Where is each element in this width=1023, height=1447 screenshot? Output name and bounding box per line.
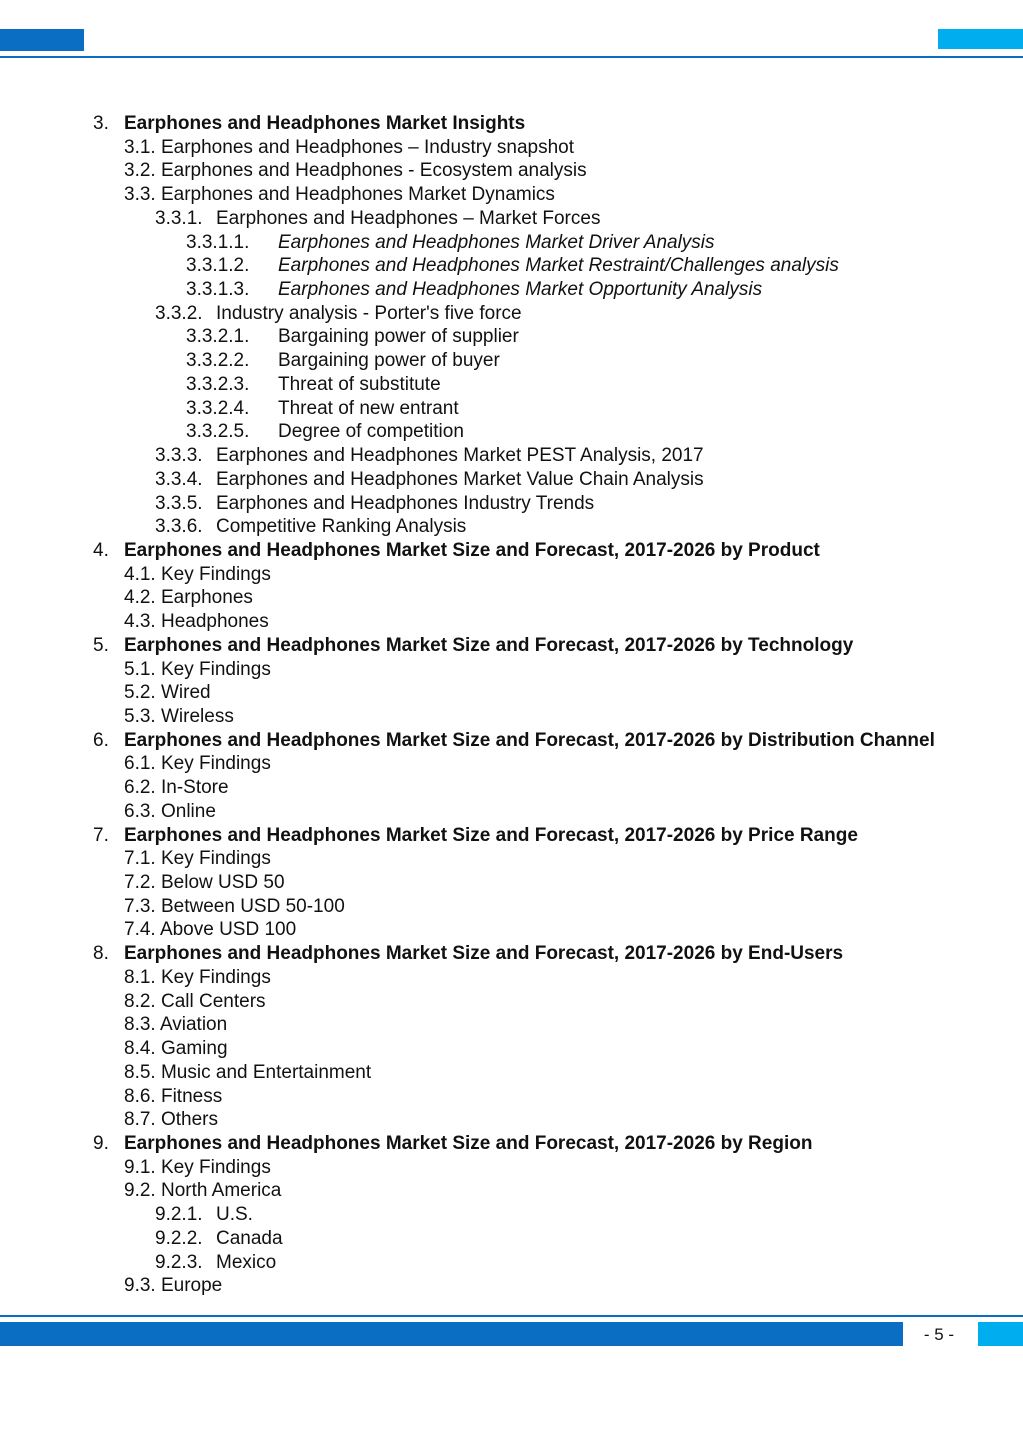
toc-entry-number: 6.2.: [124, 777, 156, 798]
toc-entry-number: 3.3.4.: [155, 469, 203, 490]
toc-entry-text: Canada: [216, 1228, 283, 1249]
toc-entry-number: 8.6.: [124, 1086, 156, 1107]
toc-entry-level-2[interactable]: [124, 136, 574, 160]
toc-entry-level-2[interactable]: [124, 1156, 271, 1180]
toc-entry-text: Threat of new entrant: [278, 398, 459, 419]
toc-entry-number: 3.3.1.1.: [186, 232, 250, 253]
toc-entry-number: 4.3.: [124, 611, 156, 632]
toc-entry-number: 3.3.2.: [155, 303, 203, 324]
toc-entry-level-2[interactable]: [124, 610, 269, 634]
toc-entry-number: 5.2.: [124, 682, 156, 703]
toc-entry-text: Earphones and Headphones Market Insights: [124, 113, 526, 134]
toc-entry-level-2[interactable]: [124, 1061, 371, 1085]
toc-entry-text: North America: [160, 1180, 282, 1201]
toc-entry-level-2[interactable]: [124, 800, 216, 824]
toc-entry-number: 7.4.: [124, 919, 156, 940]
toc-entry-level-2[interactable]: [124, 871, 285, 895]
header-accent-left: [0, 29, 84, 51]
toc-entry-text: Key Findings: [160, 967, 271, 988]
toc-entry-number: 5.3.: [124, 706, 156, 727]
toc-entry-number: 3.3.3.: [155, 445, 203, 466]
toc-entry-number: 3.3.1.2.: [186, 255, 250, 276]
toc-entry-number: 9.2.2.: [155, 1228, 203, 1249]
toc-entry-number: 6.: [93, 730, 109, 751]
toc-entry-number: 7.1.: [124, 848, 156, 869]
toc-entry-number: 3.3.5.: [155, 493, 203, 514]
toc-entry-text: Earphones: [160, 587, 253, 608]
toc-entry-text: Earphones and Headphones – Market Forces: [216, 208, 601, 229]
toc-entry-number: 5.: [93, 635, 109, 656]
toc-entry-number: 9.3.: [124, 1275, 156, 1296]
toc-entry-number: 9.1.: [124, 1157, 156, 1178]
toc-entry-text: Wireless: [160, 706, 234, 727]
toc-entry-text: U.S.: [216, 1204, 253, 1225]
toc-entry-text: Earphones and Headphones Market Size and Forecast, 2017-2026 by Price Range: [124, 825, 858, 846]
toc-entry-text: Earphones and Headphones Industry Trends: [216, 493, 595, 514]
toc-entry-text: Industry analysis - Porter's five force: [216, 303, 522, 324]
toc-entry-text: Bargaining power of buyer: [278, 350, 500, 371]
toc-entry-number: 8.3.: [124, 1014, 156, 1035]
toc-entry-number: 9.2.3.: [155, 1252, 203, 1273]
toc-entry-text: Earphones and Headphones Market Restraint/Challenges analysis: [278, 255, 839, 276]
toc-entry-level-2[interactable]: [124, 1108, 218, 1132]
toc-entry-number: 3.3.2.5.: [186, 421, 250, 442]
toc-entry-number: 6.3.: [124, 801, 156, 822]
header-accent-right: [938, 29, 1023, 49]
toc-entry-number: 6.1.: [124, 753, 156, 774]
toc-entry-text: Earphones and Headphones Market Driver Analysis: [278, 232, 715, 253]
toc-entry-number: 8.1.: [124, 967, 156, 988]
toc-entry-number: 8.2.: [124, 991, 156, 1012]
toc-entry-text: Earphones and Headphones Market Size and Forecast, 2017-2026 by Product: [124, 540, 820, 561]
toc-entry-number: 3.: [93, 113, 109, 134]
toc-entry-number: 3.2.: [124, 160, 156, 181]
toc-entry-text: Gaming: [160, 1038, 228, 1059]
toc-entry-text: Key Findings: [160, 1157, 271, 1178]
toc-entry-text: Earphones and Headphones Market Value Chain Analysis: [216, 469, 704, 490]
toc-entry-level-2[interactable]: [124, 1013, 227, 1037]
toc-entry-level-2[interactable]: [124, 705, 234, 729]
toc-entry-text: In-Store: [160, 777, 229, 798]
page-number: - 5 -: [923, 1325, 955, 1344]
toc-entry-number: 3.3.2.4.: [186, 398, 250, 419]
toc-entry-number: 4.2.: [124, 587, 156, 608]
toc-entry-number: 9.2.: [124, 1180, 156, 1201]
toc-entry-text: Fitness: [160, 1086, 223, 1107]
toc-entry-text: Competitive Ranking Analysis: [216, 516, 467, 537]
footer-bar: [0, 1322, 903, 1346]
toc-entry-number: 7.3.: [124, 896, 156, 917]
toc-entry-number: 4.: [93, 540, 109, 561]
toc-entry-text: Earphones and Headphones – Industry snapshot: [160, 137, 575, 158]
toc-entry-level-2[interactable]: [124, 752, 271, 776]
toc-entry-number: 7.2.: [124, 872, 156, 893]
toc-entry-level-2[interactable]: [124, 1274, 222, 1298]
toc-entry-number: 9.2.1.: [155, 1204, 203, 1225]
toc-entry-number: 3.3.2.2.: [186, 350, 250, 371]
toc-entry-number: 5.1.: [124, 659, 156, 680]
toc-entry-number: 3.3.2.3.: [186, 374, 250, 395]
toc-entry-text: Earphones and Headphones - Ecosystem analysis: [160, 160, 587, 181]
toc-entry-text: Earphones and Headphones Market PEST Analysis, 2017: [216, 445, 704, 466]
toc-entry-text: Aviation: [159, 1014, 228, 1035]
toc-entry-text: Music and Entertainment: [160, 1062, 372, 1083]
toc-entry-level-2[interactable]: [124, 966, 271, 990]
toc-entry-text: Key Findings: [160, 848, 271, 869]
toc-entry-number: 8.4.: [124, 1038, 156, 1059]
toc-entry-text: Key Findings: [160, 753, 271, 774]
toc-entry-text: Online: [160, 801, 216, 822]
toc-entry-text: Degree of competition: [278, 421, 464, 442]
toc-entry-number: 8.7.: [124, 1109, 156, 1130]
toc-entry-level-2[interactable]: [124, 847, 271, 871]
toc-entry-text: Earphones and Headphones Market Size and Forecast, 2017-2026 by Technology: [124, 635, 854, 656]
toc-entry-text: Earphones and Headphones Market Size and Forecast, 2017-2026 by End-Users: [124, 943, 844, 964]
toc-entry-text: Key Findings: [160, 564, 271, 585]
toc-entry-level-2[interactable]: [124, 776, 229, 800]
footer-rule: [0, 1315, 1023, 1317]
toc-entry-number: 3.3.6.: [155, 516, 203, 537]
toc-entry-text: Earphones and Headphones Market Size and Forecast, 2017-2026 by Region: [124, 1133, 813, 1154]
toc-entry-number: 4.1.: [124, 564, 156, 585]
toc-entry-level-2[interactable]: [124, 1085, 222, 1109]
toc-entry-text: Earphones and Headphones Market Opportunity Analysis: [278, 279, 763, 300]
toc-entry-level-2[interactable]: [124, 918, 296, 942]
toc-entry-level-2[interactable]: [124, 1179, 281, 1203]
toc-entry-text: Wired: [160, 682, 211, 703]
toc-entry-level-2[interactable]: [124, 990, 266, 1014]
toc-entry-text: Threat of substitute: [278, 374, 441, 395]
toc-entry-text: Between USD 50-100: [160, 896, 345, 917]
toc-entry-number: 3.3.2.1.: [186, 326, 250, 347]
toc-entry-number: 3.3.1.3.: [186, 279, 250, 300]
toc-entry-text: Headphones: [160, 611, 269, 632]
toc-entry-level-2[interactable]: [124, 658, 271, 682]
toc-entry-level-2[interactable]: [124, 159, 587, 183]
toc-entry-text: Others: [160, 1109, 219, 1130]
toc-entry-text: Above USD 100: [159, 919, 297, 940]
toc-entry-text: Bargaining power of supplier: [278, 326, 519, 347]
toc-entry-text: Mexico: [216, 1252, 277, 1273]
toc-entry-text: Key Findings: [160, 659, 271, 680]
toc-entry-level-2[interactable]: [124, 586, 253, 610]
toc-entry-level-2[interactable]: [124, 895, 345, 919]
toc-entry-level-2[interactable]: [124, 563, 271, 587]
toc-entry-text: Earphones and Headphones Market Dynamics: [160, 184, 555, 205]
toc-entry-number: 8.5.: [124, 1062, 156, 1083]
toc-entry-number: 3.3.: [124, 184, 156, 205]
toc-entry-number: 8.: [93, 943, 109, 964]
toc-entry-number: 9.: [93, 1133, 109, 1154]
toc-entry-number: 7.: [93, 825, 109, 846]
toc-entry-number: 3.3.1.: [155, 208, 203, 229]
header-rule: [0, 56, 1023, 58]
toc-entry-level-2[interactable]: [124, 183, 555, 207]
toc-entry-level-2[interactable]: [124, 681, 211, 705]
toc-entry-text: Earphones and Headphones Market Size and Forecast, 2017-2026 by Distribution Channel: [124, 730, 935, 751]
toc-entry-text: Below USD 50: [160, 872, 285, 893]
footer-accent-right: [978, 1322, 1023, 1346]
toc-entry-text: Call Centers: [160, 991, 266, 1012]
toc-entry-number: 3.1.: [124, 137, 156, 158]
toc-entry-level-2[interactable]: [124, 1037, 228, 1061]
toc-entry-text: Europe: [160, 1275, 223, 1296]
